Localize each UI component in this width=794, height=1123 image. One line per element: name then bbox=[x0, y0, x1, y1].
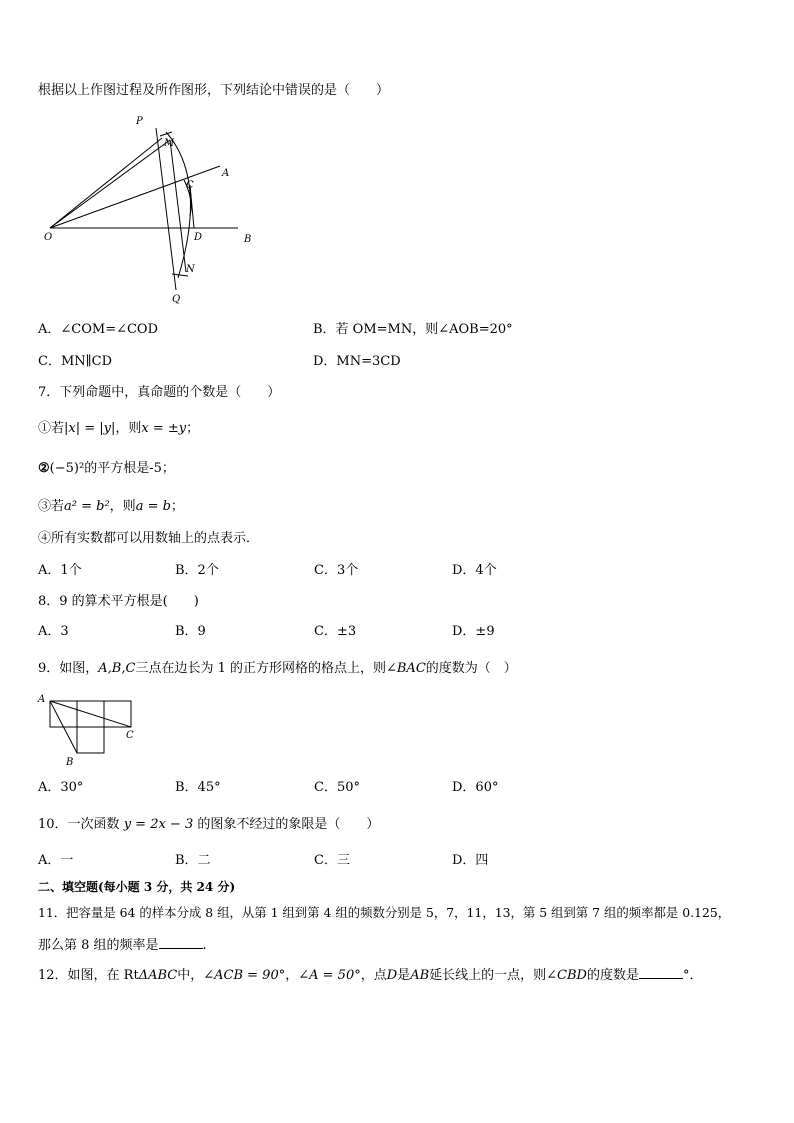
q7-item3-math2: a = b bbox=[135, 499, 171, 514]
q9-grid-figure bbox=[34, 688, 144, 770]
q7-option-b: B．2个 bbox=[175, 563, 219, 578]
q9-stem-math2: ∠BAC bbox=[385, 661, 426, 676]
q12-suffix: °． bbox=[683, 968, 703, 983]
q8-stem: 8．9 的算术平方根是( ) bbox=[38, 594, 199, 609]
q12-text-4: 是 bbox=[397, 968, 411, 983]
q8-option-a: A．3 bbox=[38, 624, 69, 639]
label-Q: Q bbox=[172, 294, 181, 305]
segment-AC bbox=[50, 701, 131, 727]
q7-item3-mid: ，则 bbox=[109, 499, 136, 514]
label-D: D bbox=[194, 232, 203, 243]
line-PQ bbox=[156, 128, 176, 290]
q7-item-3 bbox=[38, 498, 184, 516]
q12-text-2: ， bbox=[285, 968, 299, 983]
q10-stem-suffix: 的图象不经过的象限是（ ） bbox=[197, 817, 380, 832]
q7-stem: 7．下列命题中，真命题的个数是（ ） bbox=[38, 385, 281, 400]
q9-stem-math: A,B,C bbox=[98, 661, 136, 676]
label-C: C bbox=[186, 180, 194, 191]
q7-item2-math: (−5)² bbox=[49, 461, 85, 476]
q6-option-a: A．∠COM=∠COD bbox=[38, 322, 159, 337]
grid-label-C: C bbox=[126, 730, 134, 741]
q12-text-6: 的度数是 bbox=[586, 968, 639, 983]
q6-figure bbox=[38, 110, 268, 310]
q7-item1-suffix: ； bbox=[186, 421, 200, 436]
q7-item1-math2: x = ±y bbox=[141, 421, 187, 436]
q10-stem bbox=[38, 816, 379, 834]
segment-MN bbox=[170, 140, 186, 272]
segment-OM bbox=[50, 140, 170, 228]
q12-answer-blank bbox=[639, 966, 683, 979]
q6-option-d: D．MN=3CD bbox=[313, 354, 401, 369]
q10-stem-math: y = 2x − 3 bbox=[123, 817, 194, 832]
q7-item-2 bbox=[38, 460, 175, 478]
q7-item2-prefix: ② bbox=[38, 461, 50, 476]
q7-item1-prefix: ①若 bbox=[38, 421, 65, 436]
label-B: B bbox=[244, 234, 252, 245]
q8-option-b: B．9 bbox=[175, 624, 206, 639]
q7-item-1 bbox=[38, 420, 199, 438]
q12-text-3: ，点 bbox=[360, 968, 387, 983]
q12-math-1: ∠ACB = 90° bbox=[203, 968, 286, 983]
q12-math-3: D bbox=[386, 968, 398, 983]
q10-option-b: B．二 bbox=[175, 853, 211, 868]
q7-item3-suffix: ； bbox=[170, 499, 184, 514]
q12-triangle: ΔABC bbox=[138, 968, 178, 983]
q12-math-2: ∠A = 50° bbox=[298, 968, 361, 983]
ray-OA bbox=[50, 166, 220, 228]
q7-option-a: A．1个 bbox=[38, 563, 82, 578]
q12-stem bbox=[38, 966, 703, 985]
label-A: A bbox=[222, 168, 230, 179]
label-M: M bbox=[164, 138, 175, 149]
q11-line-2 bbox=[38, 936, 207, 955]
q6-option-b: B．若 OM=MN，则∠AOB=20° bbox=[313, 322, 513, 337]
q9-option-b: B．45° bbox=[175, 780, 221, 795]
q6-stem: 根据以上作图过程及所作图形，下列结论中错误的是（ ） bbox=[38, 83, 390, 98]
label-N: N bbox=[186, 264, 195, 275]
q7-item2-suffix: 的平方根是-5； bbox=[84, 461, 175, 476]
q7-item1-mid: ，则 bbox=[115, 421, 142, 436]
q11-line-1: 11．把容量是 64 的样本分成 8 组，从第 1 组到第 4 组的频数分别是 5，7，11，13，第 5 组到第 7 组的频率都是 0.125， bbox=[38, 905, 731, 920]
q9-stem-suffix: 的度数为（ ） bbox=[425, 661, 517, 676]
q6-option-c: C．MN∥CD bbox=[38, 354, 113, 369]
q7-item3-math1: a² = b² bbox=[64, 499, 110, 514]
q10-option-d: D．四 bbox=[452, 853, 489, 868]
q9-option-c: C．50° bbox=[314, 780, 360, 795]
q7-option-c: C．3个 bbox=[314, 563, 359, 578]
q7-option-d: D．4个 bbox=[452, 563, 497, 578]
q8-option-d: D．±9 bbox=[452, 624, 495, 639]
q7-item1-math1: |x| = |y| bbox=[64, 421, 116, 436]
ray-OP bbox=[50, 138, 162, 228]
q12-prefix: 12．如图，在 Rt bbox=[38, 968, 139, 983]
q12-text-1: 中， bbox=[177, 968, 204, 983]
q9-option-d: D．60° bbox=[452, 780, 499, 795]
q9-stem-mid: 三点在边长为 1 的正方形网格的格点上，则 bbox=[135, 661, 386, 676]
q12-text-5: 延长线上的一点，则 bbox=[429, 968, 547, 983]
q12-math-5: ∠CBD bbox=[546, 968, 587, 983]
q10-stem-prefix: 10．一次函数 bbox=[38, 817, 120, 832]
q8-option-c: C．±3 bbox=[314, 624, 357, 639]
grid-label-A: A bbox=[38, 694, 46, 705]
q7-item-4: ④所有实数都可以用数轴上的点表示． bbox=[38, 531, 260, 546]
label-P: P bbox=[136, 116, 143, 127]
grid-label-B: B bbox=[66, 757, 74, 768]
q11-line2-suffix: . bbox=[202, 938, 207, 953]
q10-option-a: A．一 bbox=[38, 853, 74, 868]
label-O: O bbox=[44, 232, 53, 243]
q9-stem-prefix: 9．如图， bbox=[38, 661, 99, 676]
q12-math-4: AB bbox=[410, 968, 430, 983]
q9-option-a: A．30° bbox=[38, 780, 84, 795]
q11-line2-prefix: 那么第 8 组的频率是 bbox=[38, 938, 159, 953]
q9-stem bbox=[38, 660, 517, 678]
q11-answer-blank bbox=[159, 936, 203, 949]
section-title: 二、填空题(每小题 3 分，共 24 分) bbox=[38, 880, 236, 894]
q10-option-c: C．三 bbox=[314, 853, 350, 868]
q7-item3-prefix: ③若 bbox=[38, 499, 65, 514]
